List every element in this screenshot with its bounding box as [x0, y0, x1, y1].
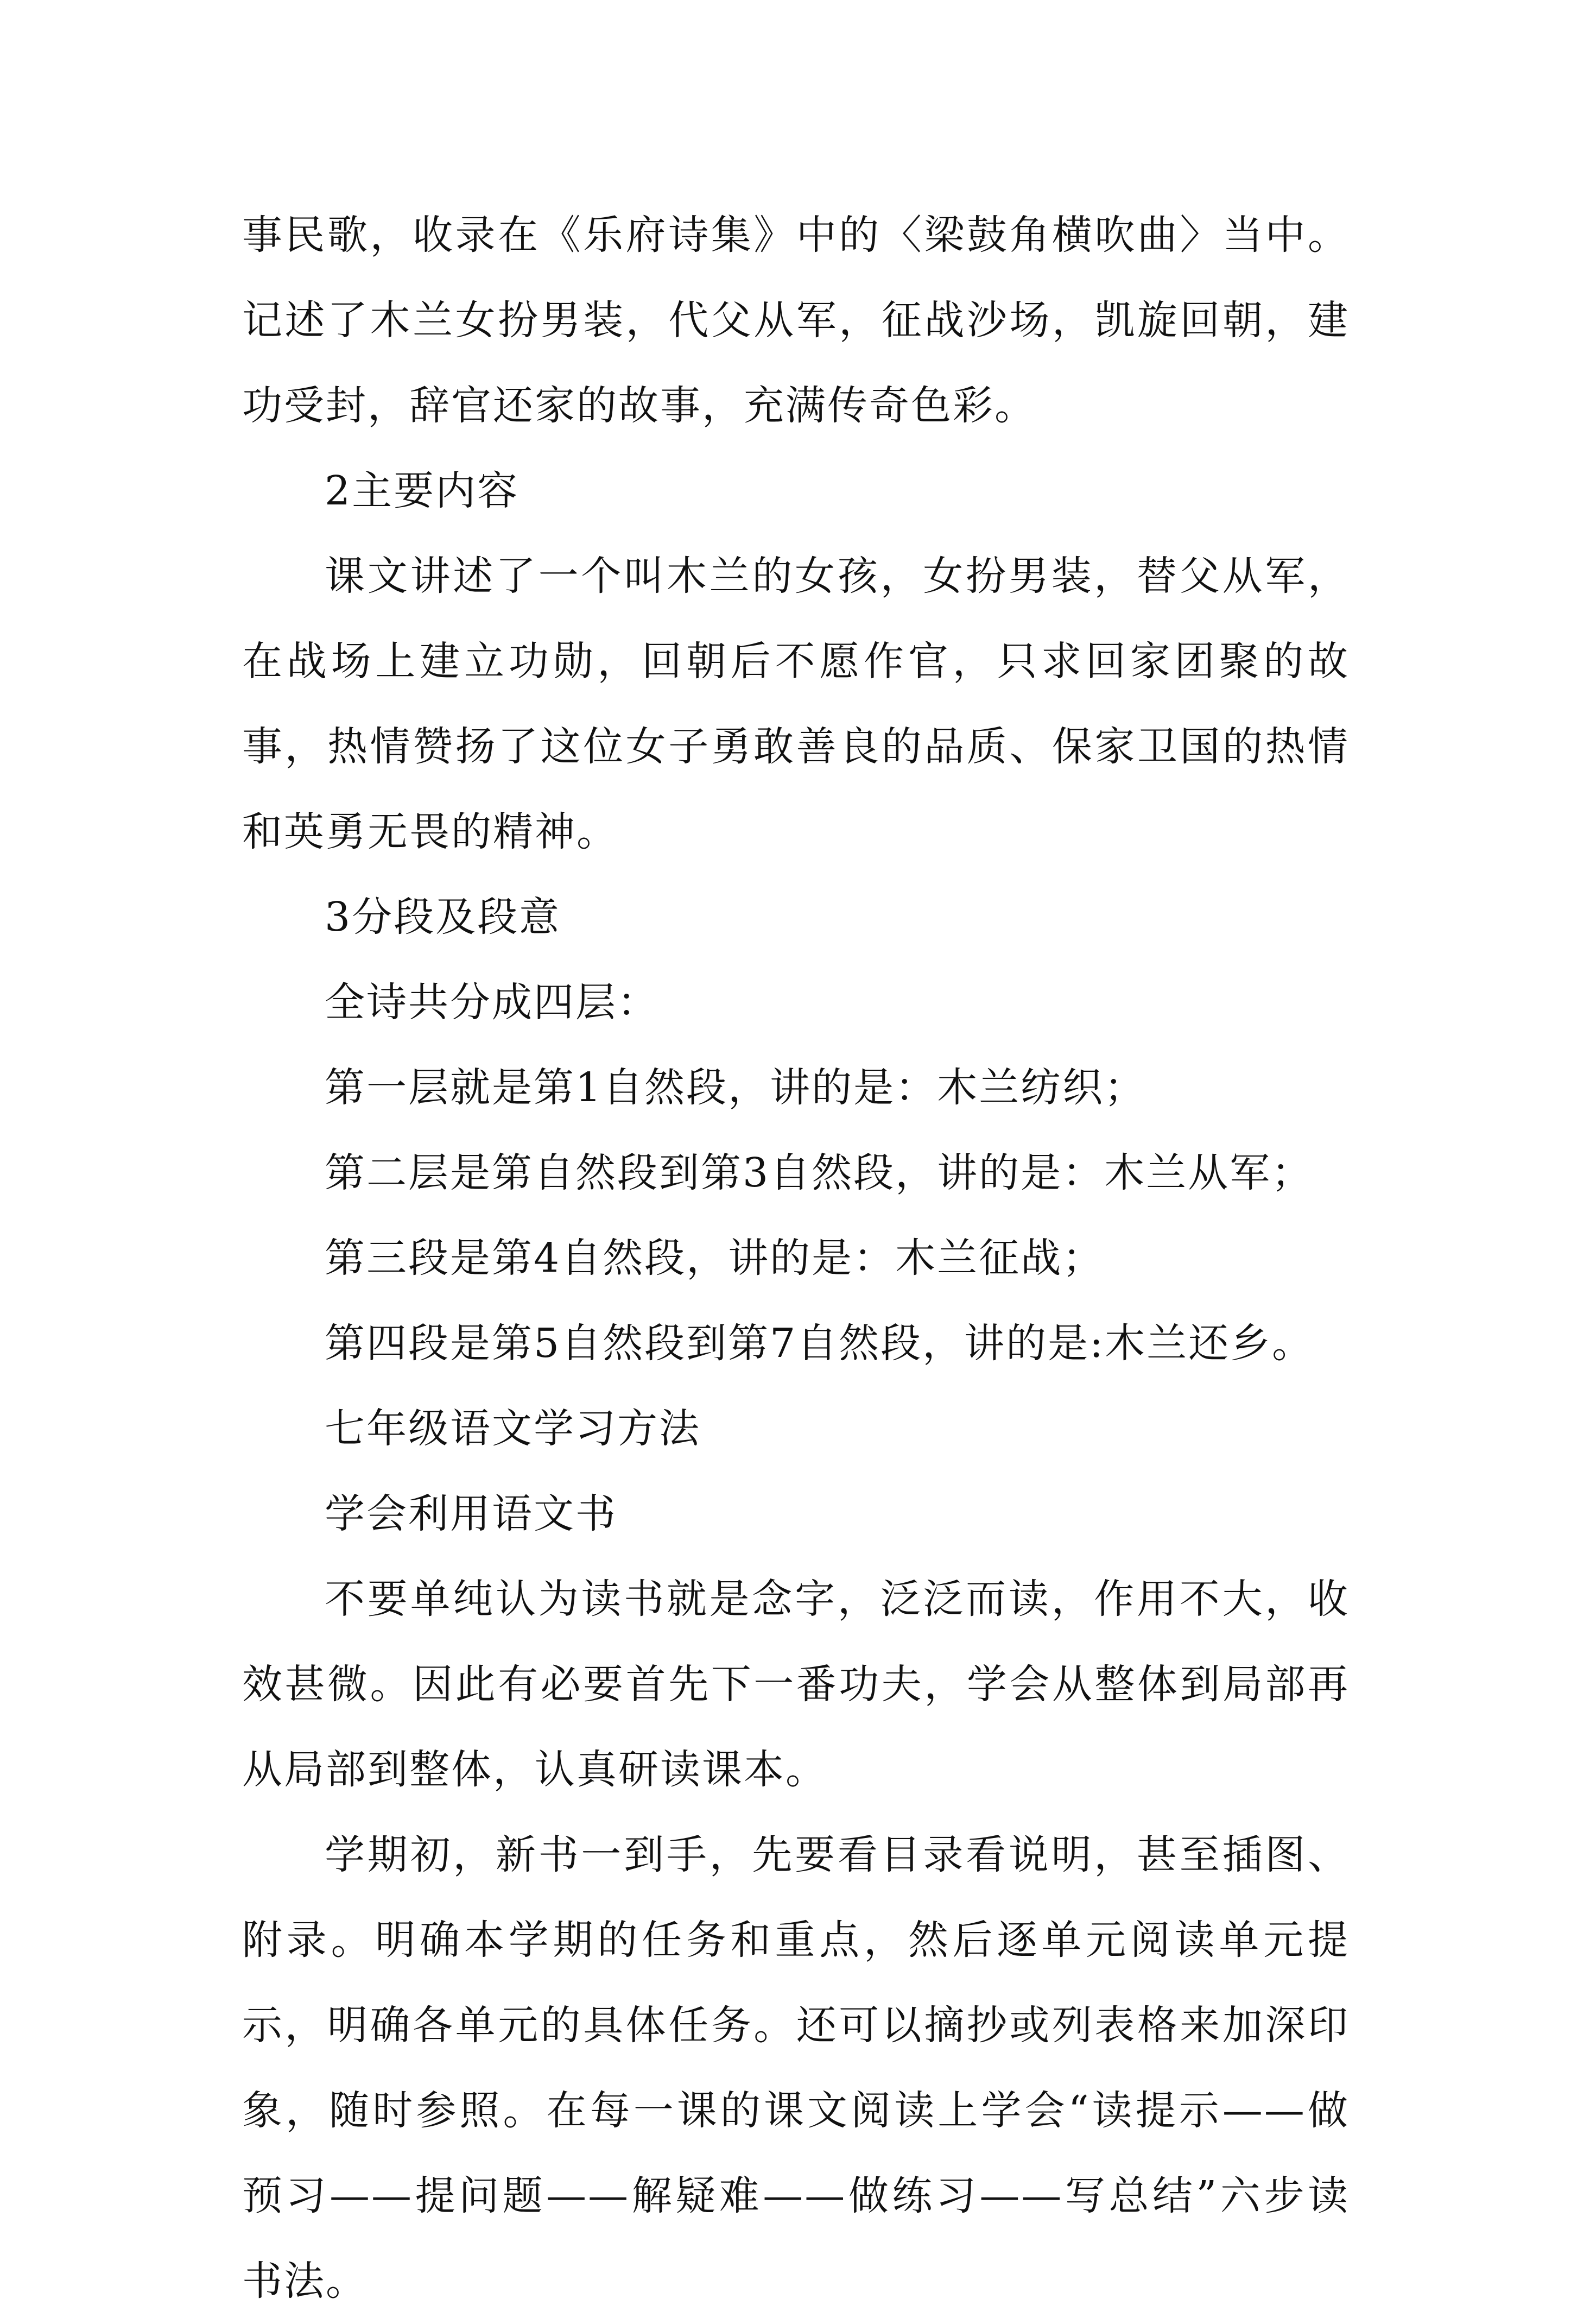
subheading-use-textbook: 学会利用语文书	[325, 1491, 617, 1537]
list-item-layer-1: 第一层就是第1自然段，讲的是：木兰纺织；	[325, 1064, 1146, 1111]
document-body	[242, 193, 1350, 2324]
list-item-layer-3: 第三段是第4自然段，讲的是：木兰征战；	[325, 1235, 1105, 1281]
heading-study-methods: 七年级语文学习方法	[325, 1405, 701, 1452]
paragraph-sections-intro: 全诗共分成四层：	[325, 979, 659, 1026]
paragraph-main-content: 课文讲述了一个叫木兰的女孩，女扮男装，替父从军，在战场上建立功勋，回朝后不愿作官，只求回家团聚的故事，热情赞扬了这位女子勇敢善良的品质、保家卫国的热情和英勇无畏的精神。	[242, 553, 1350, 855]
heading-sections: 3分段及段意	[325, 894, 561, 940]
list-item-layer-4: 第四段是第5自然段到第7自然段，讲的是:木兰还乡。	[325, 1320, 1314, 1367]
list-item-layer-2: 第二层是第自然段到第3自然段，讲的是：木兰从军；	[325, 1150, 1314, 1196]
heading-main-content: 2主要内容	[325, 468, 520, 514]
paragraph-intro-continuation: 事民歌，收录在《乐府诗集》中的〈梁鼓角横吹曲〉当中。记述了木兰女扮男装，代父从军，征战沙场，凯旋回朝，建功受封，辞官还家的故事，充满传奇色彩。	[242, 212, 1350, 429]
paragraph-semester-start: 学期初，新书一到手，先要看目录看说明，甚至插图、附录。明确本学期的任务和重点，然后逐单元阅读单元提示，明确各单元的具体任务。还可以摘抄或列表格来加深印象，随时参照。在每一课的课文阅读上学会“读提示——做预习——提问题——解疑难——做练习——写总结”六步读书法。	[242, 1832, 1350, 2304]
paragraph-reading-advice: 不要单纯认为读书就是念字，泛泛而读，作用不大，收效甚微。因此有必要首先下一番功夫，学会从整体到局部再从局部到整体，认真研读课本。	[242, 1576, 1350, 1793]
